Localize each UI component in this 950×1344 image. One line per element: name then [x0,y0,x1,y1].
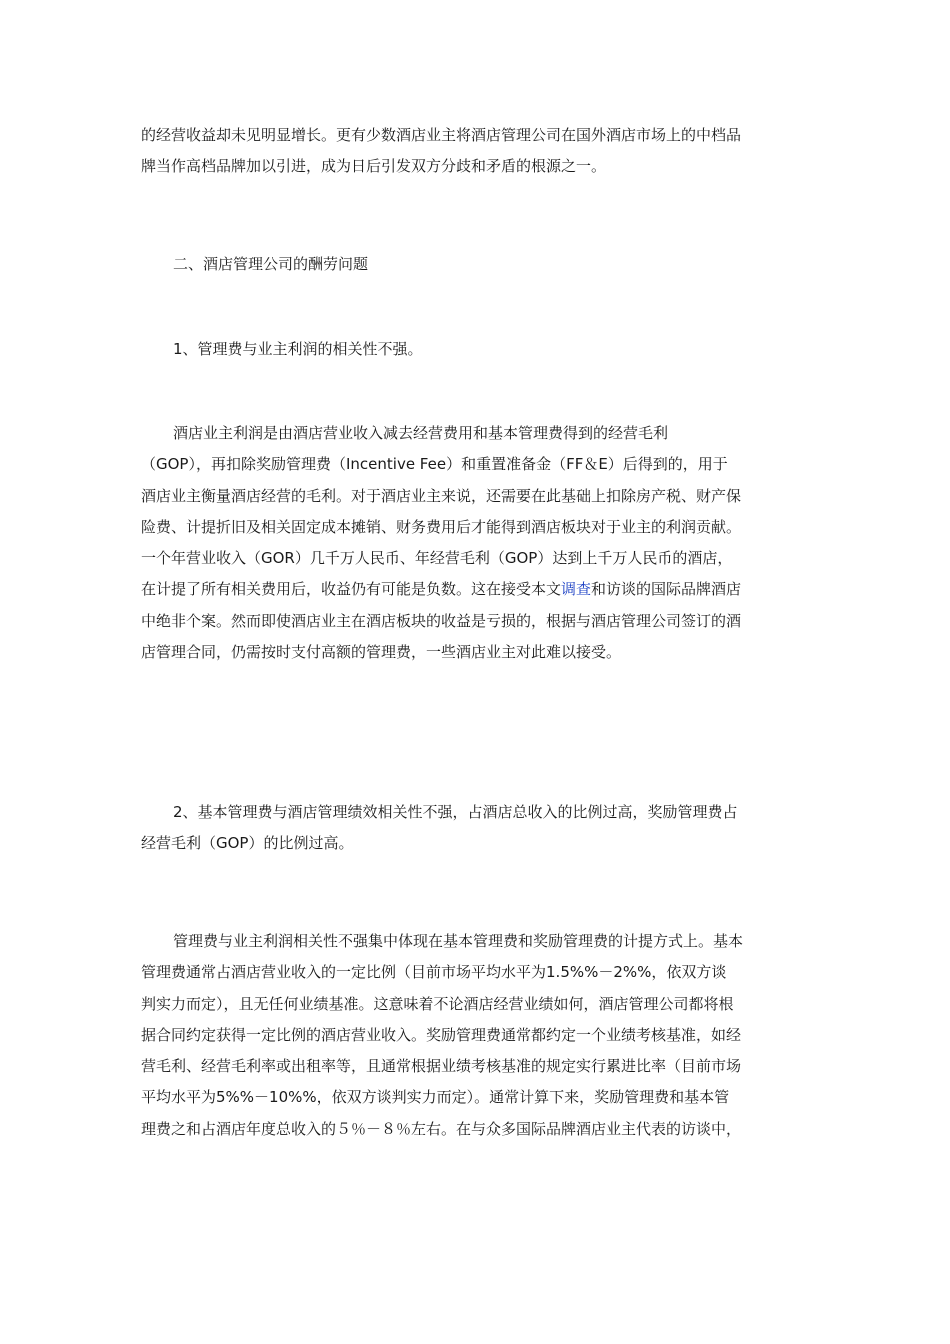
section-heading-text: 二、酒店管理公司的酬劳问题 [173,255,369,273]
text-line: 牌当作高档品牌加以引进，成为日后引发双方分歧和矛盾的根源之一。 [141,157,607,176]
text-line: 酒店业主利润是由酒店营业收入减去经营费用和基本管理费得到的经营毛利 [173,424,669,442]
text-line: 理费之和占酒店年度总收入的５％－８％左右。在与众多国际品牌酒店业主代表的访谈中， [141,1119,742,1138]
survey-link[interactable]: 调查 [561,580,592,599]
body-paragraph-profit [141,418,811,668]
text-line: 平均水平为5%%－10%%，依双方谈判实力而定）。通常计算下来，奖励管理费和基本管 [141,1088,730,1107]
text-line-with-link [141,574,811,605]
body-paragraph-fees [141,926,811,1145]
text-line: 一个年营业收入（GOR）几千万人民币、年经营毛利（GOP）达到上千万人民币的酒店， [141,549,733,568]
text-line: 营毛利、经营毛利率或出租率等，且通常根据业绩考核基准的规定实行累进比率（目前市场 [141,1057,742,1076]
subheading-2 [141,797,811,860]
text-line: 管理费通常占酒店营业收入的一定比例（目前市场平均水平为1.5%%－2%%，依双方谈 [141,963,727,982]
text-line: 的经营收益却未见明显增长。更有少数酒店业主将酒店管理公司在国外酒店市场上的中档品 [141,126,742,144]
text-line: 判实力而定），且无任何业绩基准。这意味着不论酒店经营业绩如何，酒店管理公司都将根 [141,994,734,1013]
text-line: 据合同约定获得一定比例的酒店营业收入。奖励管理费通常都约定一个业绩考核基准，如经 [141,1025,742,1044]
subheading-1 [141,334,811,365]
text-line: 店管理合同，仍需按时支付高额的管理费，一些酒店业主对此难以接受。 [141,643,622,662]
subheading-text: 经营毛利（GOP）的比例过高。 [141,834,354,853]
text-line: 酒店业主衡量酒店经营的毛利。对于酒店业主来说，还需要在此基础上扣除房产税、财产保 [141,486,742,505]
text-line: （GOP），再扣除奖励管理费（Incentive Fee）和重置准备金（FF＆E）后得到的，用于 [141,455,728,474]
text-segment: 和访谈的国际品牌酒店 [591,580,742,599]
paragraph-continuation [141,120,811,183]
text-segment: 在计提了所有相关费用后，收益仍有可能是负数。这在接受本文 [141,580,562,599]
section-heading [141,249,811,280]
subheading-text: 2、基本管理费与酒店管理绩效相关性不强，占酒店总收入的比例过高，奖励管理费占 [173,803,738,821]
text-line: 中绝非个案。然而即使酒店业主在酒店板块的收益是亏损的，根据与酒店管理公司签订的酒 [141,611,742,630]
subheading-text: 1、管理费与业主利润的相关性不强。 [173,340,423,358]
text-line: 管理费与业主利润相关性不强集中体现在基本管理费和奖励管理费的计提方式上。基本 [173,932,744,950]
text-line: 险费、计提折旧及相关固定成本摊销、财务费用后才能得到酒店板块对于业主的利润贡献。 [141,517,742,536]
